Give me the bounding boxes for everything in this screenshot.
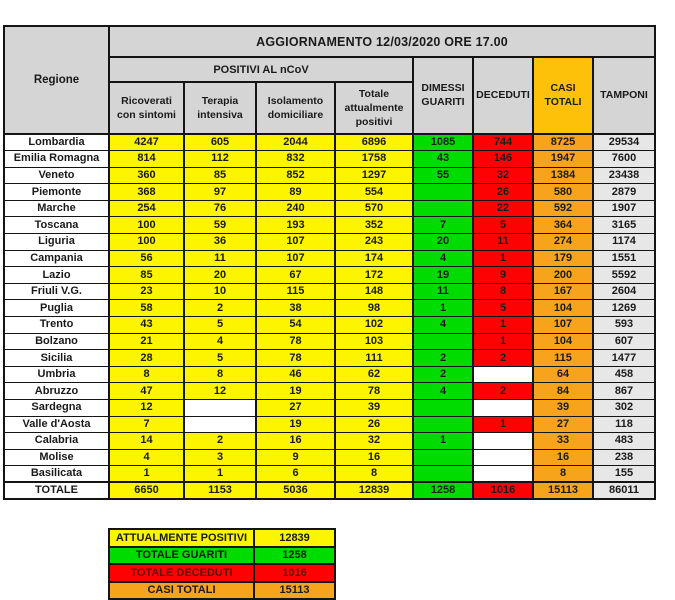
table-row xyxy=(4,317,655,334)
cell-region: Marche xyxy=(4,200,109,217)
header-row-title xyxy=(4,26,655,57)
cell-totale-positivi: 570 xyxy=(335,200,413,217)
cell-terapia-intensiva: 97 xyxy=(184,184,256,201)
table-row xyxy=(4,283,655,300)
cell-casi-totali: 16 xyxy=(533,449,593,466)
cell-ricoverati: 6650 xyxy=(109,482,184,499)
cell-totale-positivi: 62 xyxy=(335,366,413,383)
table-row xyxy=(4,383,655,400)
cell-terapia-intensiva: 1153 xyxy=(184,482,256,499)
cell-terapia-intensiva: 2 xyxy=(184,433,256,450)
cell-casi-totali: 64 xyxy=(533,366,593,383)
cell-totale-positivi: 26 xyxy=(335,416,413,433)
cell-deceduti: 22 xyxy=(473,200,533,217)
cell-region: Lazio xyxy=(4,267,109,284)
cell-terapia-intensiva: 4 xyxy=(184,333,256,350)
summary-value-totale-deceduti: 1016 xyxy=(254,564,335,582)
cell-deceduti: 32 xyxy=(473,167,533,184)
cell-tamponi: 2879 xyxy=(593,184,655,201)
cell-deceduti: 5 xyxy=(473,217,533,234)
table-row xyxy=(4,200,655,217)
cell-casi-totali: 8 xyxy=(533,466,593,483)
cell-casi-totali: 15113 xyxy=(533,482,593,499)
cell-terapia-intensiva xyxy=(184,416,256,433)
cell-terapia-intensiva: 605 xyxy=(184,134,256,151)
cell-dimessi-guariti: 1 xyxy=(413,433,473,450)
cell-totale-positivi: 8 xyxy=(335,466,413,483)
summary-row-totale-guariti xyxy=(109,547,335,565)
cell-casi-totali: 274 xyxy=(533,234,593,251)
cell-deceduti: 2 xyxy=(473,383,533,400)
cell-ricoverati: 100 xyxy=(109,217,184,234)
update-title: AGGIORNAMENTO 12/03/2020 ORE 17.00 xyxy=(109,26,655,57)
column-header-tamponi: TAMPONI xyxy=(593,57,655,134)
cell-ricoverati: 85 xyxy=(109,267,184,284)
cell-dimessi-guariti: 11 xyxy=(413,283,473,300)
cell-terapia-intensiva: 20 xyxy=(184,267,256,284)
cell-deceduti: 744 xyxy=(473,134,533,151)
cell-isolamento: 107 xyxy=(256,250,335,267)
cell-casi-totali: 104 xyxy=(533,333,593,350)
cell-dimessi-guariti: 19 xyxy=(413,267,473,284)
cell-tamponi: 86011 xyxy=(593,482,655,499)
cell-terapia-intensiva: 3 xyxy=(184,449,256,466)
table-row xyxy=(4,433,655,450)
cell-totale-positivi: 172 xyxy=(335,267,413,284)
cell-terapia-intensiva: 8 xyxy=(184,366,256,383)
cell-ricoverati: 100 xyxy=(109,234,184,251)
column-header-dimessi-guariti: DIMESSI GUARITI xyxy=(413,57,473,134)
cell-dimessi-guariti: 1 xyxy=(413,300,473,317)
cell-casi-totali: 179 xyxy=(533,250,593,267)
cell-dimessi-guariti: 7 xyxy=(413,217,473,234)
cell-region: Trento xyxy=(4,317,109,334)
cell-tamponi: 3165 xyxy=(593,217,655,234)
cell-tamponi: 483 xyxy=(593,433,655,450)
cell-tamponi: 7600 xyxy=(593,151,655,168)
cell-isolamento: 240 xyxy=(256,200,335,217)
cell-ricoverati: 368 xyxy=(109,184,184,201)
cell-totale-positivi: 111 xyxy=(335,350,413,367)
cell-deceduti: 1 xyxy=(473,317,533,334)
table-row xyxy=(4,416,655,433)
cell-casi-totali: 8725 xyxy=(533,134,593,151)
cell-terapia-intensiva: 5 xyxy=(184,317,256,334)
summary-label-totale-guariti: TOTALE GUARITI xyxy=(109,547,254,565)
cell-deceduti: 11 xyxy=(473,234,533,251)
cell-totale-positivi: 12839 xyxy=(335,482,413,499)
cell-casi-totali: 167 xyxy=(533,283,593,300)
cell-totale-positivi: 554 xyxy=(335,184,413,201)
cell-casi-totali: 200 xyxy=(533,267,593,284)
cell-region: Campania xyxy=(4,250,109,267)
table-row xyxy=(4,217,655,234)
cell-totale-positivi: 39 xyxy=(335,400,413,417)
cell-dimessi-guariti: 4 xyxy=(413,383,473,400)
cell-ricoverati: 28 xyxy=(109,350,184,367)
cell-isolamento: 67 xyxy=(256,267,335,284)
column-header-casi-totali: CASI TOTALI xyxy=(533,57,593,134)
cell-region: Friuli V.G. xyxy=(4,283,109,300)
cell-ricoverati: 814 xyxy=(109,151,184,168)
cell-ricoverati: 4 xyxy=(109,449,184,466)
cell-terapia-intensiva: 2 xyxy=(184,300,256,317)
cell-region: Piemonte xyxy=(4,184,109,201)
cell-tamponi: 607 xyxy=(593,333,655,350)
cell-dimessi-guariti: 20 xyxy=(413,234,473,251)
cell-region: Bolzano xyxy=(4,333,109,350)
cell-region: Puglia xyxy=(4,300,109,317)
table-row xyxy=(4,184,655,201)
cell-casi-totali: 580 xyxy=(533,184,593,201)
cell-region: TOTALE xyxy=(4,482,109,499)
cell-tamponi: 1907 xyxy=(593,200,655,217)
cell-totale-positivi: 78 xyxy=(335,383,413,400)
column-header-deceduti: DECEDUTI xyxy=(473,57,533,134)
cell-ricoverati: 360 xyxy=(109,167,184,184)
cell-isolamento: 115 xyxy=(256,283,335,300)
summary-row-totale-deceduti xyxy=(109,564,335,582)
cell-region: Basilicata xyxy=(4,466,109,483)
summary-label-attualmente-positivi: ATTUALMENTE POSITIVI xyxy=(109,529,254,547)
cell-isolamento: 107 xyxy=(256,234,335,251)
cell-totale-positivi: 174 xyxy=(335,250,413,267)
cell-totale-positivi: 1297 xyxy=(335,167,413,184)
cell-terapia-intensiva: 5 xyxy=(184,350,256,367)
cell-totale-positivi: 16 xyxy=(335,449,413,466)
summary-row-attualmente-positivi xyxy=(109,529,335,547)
cell-terapia-intensiva xyxy=(184,400,256,417)
cell-deceduti: 9 xyxy=(473,267,533,284)
cell-casi-totali: 33 xyxy=(533,433,593,450)
cell-isolamento: 5036 xyxy=(256,482,335,499)
cell-totale-positivi: 102 xyxy=(335,317,413,334)
cell-ricoverati: 21 xyxy=(109,333,184,350)
summary-table xyxy=(108,528,336,600)
column-header-isolamento: Isolamento domiciliare xyxy=(256,82,335,134)
cell-tamponi: 302 xyxy=(593,400,655,417)
cell-deceduti: 8 xyxy=(473,283,533,300)
table-row xyxy=(4,151,655,168)
totals-row xyxy=(4,482,655,499)
cell-dimessi-guariti: 4 xyxy=(413,250,473,267)
table-row xyxy=(4,300,655,317)
cell-casi-totali: 364 xyxy=(533,217,593,234)
cell-deceduti xyxy=(473,366,533,383)
cell-deceduti xyxy=(473,400,533,417)
cell-region: Emilia Romagna xyxy=(4,151,109,168)
cell-isolamento: 2044 xyxy=(256,134,335,151)
table-row xyxy=(4,250,655,267)
main-table xyxy=(3,25,656,500)
cell-tamponi: 1551 xyxy=(593,250,655,267)
cell-terapia-intensiva: 112 xyxy=(184,151,256,168)
cell-isolamento: 16 xyxy=(256,433,335,450)
summary-label-totale-deceduti: TOTALE DECEDUTI xyxy=(109,564,254,582)
cell-isolamento: 9 xyxy=(256,449,335,466)
cell-tamponi: 23438 xyxy=(593,167,655,184)
cell-terapia-intensiva: 11 xyxy=(184,250,256,267)
table-row xyxy=(4,134,655,151)
cell-tamponi: 118 xyxy=(593,416,655,433)
cell-casi-totali: 107 xyxy=(533,317,593,334)
cell-deceduti: 26 xyxy=(473,184,533,201)
cell-dimessi-guariti: 2 xyxy=(413,366,473,383)
cell-dimessi-guariti xyxy=(413,449,473,466)
cell-dimessi-guariti: 43 xyxy=(413,151,473,168)
cell-totale-positivi: 1758 xyxy=(335,151,413,168)
cell-ricoverati: 58 xyxy=(109,300,184,317)
cell-ricoverati: 1 xyxy=(109,466,184,483)
cell-dimessi-guariti xyxy=(413,400,473,417)
cell-totale-positivi: 6896 xyxy=(335,134,413,151)
cell-isolamento: 6 xyxy=(256,466,335,483)
cell-region: Molise xyxy=(4,449,109,466)
cell-tamponi: 238 xyxy=(593,449,655,466)
cell-terapia-intensiva: 36 xyxy=(184,234,256,251)
cell-region: Toscana xyxy=(4,217,109,234)
cell-dimessi-guariti: 1085 xyxy=(413,134,473,151)
column-header-regione: Regione xyxy=(4,26,109,134)
table-row xyxy=(4,167,655,184)
table-row xyxy=(4,366,655,383)
cell-deceduti: 1016 xyxy=(473,482,533,499)
cell-dimessi-guariti xyxy=(413,200,473,217)
cell-deceduti xyxy=(473,466,533,483)
cell-tamponi: 1269 xyxy=(593,300,655,317)
cell-tamponi: 155 xyxy=(593,466,655,483)
cell-isolamento: 89 xyxy=(256,184,335,201)
cell-region: Calabria xyxy=(4,433,109,450)
cell-casi-totali: 27 xyxy=(533,416,593,433)
summary-value-casi-totali: 15113 xyxy=(254,582,335,600)
cell-casi-totali: 592 xyxy=(533,200,593,217)
table-header xyxy=(4,26,655,134)
cell-terapia-intensiva: 1 xyxy=(184,466,256,483)
cell-tamponi: 593 xyxy=(593,317,655,334)
cell-region: Abruzzo xyxy=(4,383,109,400)
cell-casi-totali: 115 xyxy=(533,350,593,367)
table-row xyxy=(4,400,655,417)
cell-region: Lombardia xyxy=(4,134,109,151)
table-row xyxy=(4,350,655,367)
table-row xyxy=(4,466,655,483)
cell-ricoverati: 254 xyxy=(109,200,184,217)
cell-isolamento: 19 xyxy=(256,416,335,433)
cell-deceduti xyxy=(473,449,533,466)
cell-terapia-intensiva: 10 xyxy=(184,283,256,300)
cell-ricoverati: 14 xyxy=(109,433,184,450)
cell-dimessi-guariti: 55 xyxy=(413,167,473,184)
cell-tamponi: 1174 xyxy=(593,234,655,251)
cell-ricoverati: 7 xyxy=(109,416,184,433)
cell-region: Liguria xyxy=(4,234,109,251)
cell-casi-totali: 84 xyxy=(533,383,593,400)
column-header-terapia-intensiva: Terapia intensiva xyxy=(184,82,256,134)
cell-dimessi-guariti: 2 xyxy=(413,350,473,367)
cell-casi-totali: 1384 xyxy=(533,167,593,184)
cell-tamponi: 1477 xyxy=(593,350,655,367)
cell-isolamento: 54 xyxy=(256,317,335,334)
summary-value-totale-guariti: 1258 xyxy=(254,547,335,565)
cell-terapia-intensiva: 59 xyxy=(184,217,256,234)
cell-totale-positivi: 32 xyxy=(335,433,413,450)
column-header-totale-positivi: Totale attualmente positivi xyxy=(335,82,413,134)
cell-deceduti xyxy=(473,433,533,450)
group-header-positivi: POSITIVI AL nCoV xyxy=(109,57,413,82)
cell-deceduti: 1 xyxy=(473,416,533,433)
cell-dimessi-guariti: 1258 xyxy=(413,482,473,499)
cell-deceduti: 1 xyxy=(473,333,533,350)
cell-totale-positivi: 243 xyxy=(335,234,413,251)
cell-isolamento: 19 xyxy=(256,383,335,400)
cell-dimessi-guariti xyxy=(413,184,473,201)
column-header-ricoverati: Ricoverati con sintomi xyxy=(109,82,184,134)
cell-dimessi-guariti xyxy=(413,333,473,350)
cell-isolamento: 852 xyxy=(256,167,335,184)
cell-totale-positivi: 103 xyxy=(335,333,413,350)
table-row xyxy=(4,267,655,284)
table-row xyxy=(4,333,655,350)
cell-totale-positivi: 148 xyxy=(335,283,413,300)
cell-ricoverati: 12 xyxy=(109,400,184,417)
cell-isolamento: 46 xyxy=(256,366,335,383)
cell-region: Veneto xyxy=(4,167,109,184)
cell-isolamento: 78 xyxy=(256,333,335,350)
cell-isolamento: 27 xyxy=(256,400,335,417)
cell-isolamento: 832 xyxy=(256,151,335,168)
cell-casi-totali: 39 xyxy=(533,400,593,417)
cell-casi-totali: 1947 xyxy=(533,151,593,168)
cell-isolamento: 193 xyxy=(256,217,335,234)
summary-label-casi-totali: CASI TOTALI xyxy=(109,582,254,600)
cell-tamponi: 458 xyxy=(593,366,655,383)
cell-region: Sicilia xyxy=(4,350,109,367)
cell-dimessi-guariti xyxy=(413,416,473,433)
cell-tamponi: 867 xyxy=(593,383,655,400)
cell-totale-positivi: 352 xyxy=(335,217,413,234)
cell-ricoverati: 47 xyxy=(109,383,184,400)
table-row xyxy=(4,234,655,251)
cell-ricoverati: 43 xyxy=(109,317,184,334)
table-body xyxy=(4,134,655,499)
cell-isolamento: 38 xyxy=(256,300,335,317)
cell-terapia-intensiva: 12 xyxy=(184,383,256,400)
cell-isolamento: 78 xyxy=(256,350,335,367)
cell-terapia-intensiva: 76 xyxy=(184,200,256,217)
cell-tamponi: 2604 xyxy=(593,283,655,300)
cell-region: Sardegna xyxy=(4,400,109,417)
cell-deceduti: 2 xyxy=(473,350,533,367)
cell-casi-totali: 104 xyxy=(533,300,593,317)
summary-row-casi-totali xyxy=(109,582,335,600)
cell-ricoverati: 4247 xyxy=(109,134,184,151)
cell-deceduti: 146 xyxy=(473,151,533,168)
cell-terapia-intensiva: 85 xyxy=(184,167,256,184)
cell-region: Umbria xyxy=(4,366,109,383)
cell-dimessi-guariti: 4 xyxy=(413,317,473,334)
cell-region: Valle d'Aosta xyxy=(4,416,109,433)
table-row xyxy=(4,449,655,466)
cell-ricoverati: 8 xyxy=(109,366,184,383)
cell-deceduti: 5 xyxy=(473,300,533,317)
cell-dimessi-guariti xyxy=(413,466,473,483)
cell-deceduti: 1 xyxy=(473,250,533,267)
cell-tamponi: 5592 xyxy=(593,267,655,284)
cell-ricoverati: 23 xyxy=(109,283,184,300)
summary-value-attualmente-positivi: 12839 xyxy=(254,529,335,547)
cell-tamponi: 29534 xyxy=(593,134,655,151)
cell-ricoverati: 56 xyxy=(109,250,184,267)
cell-totale-positivi: 98 xyxy=(335,300,413,317)
